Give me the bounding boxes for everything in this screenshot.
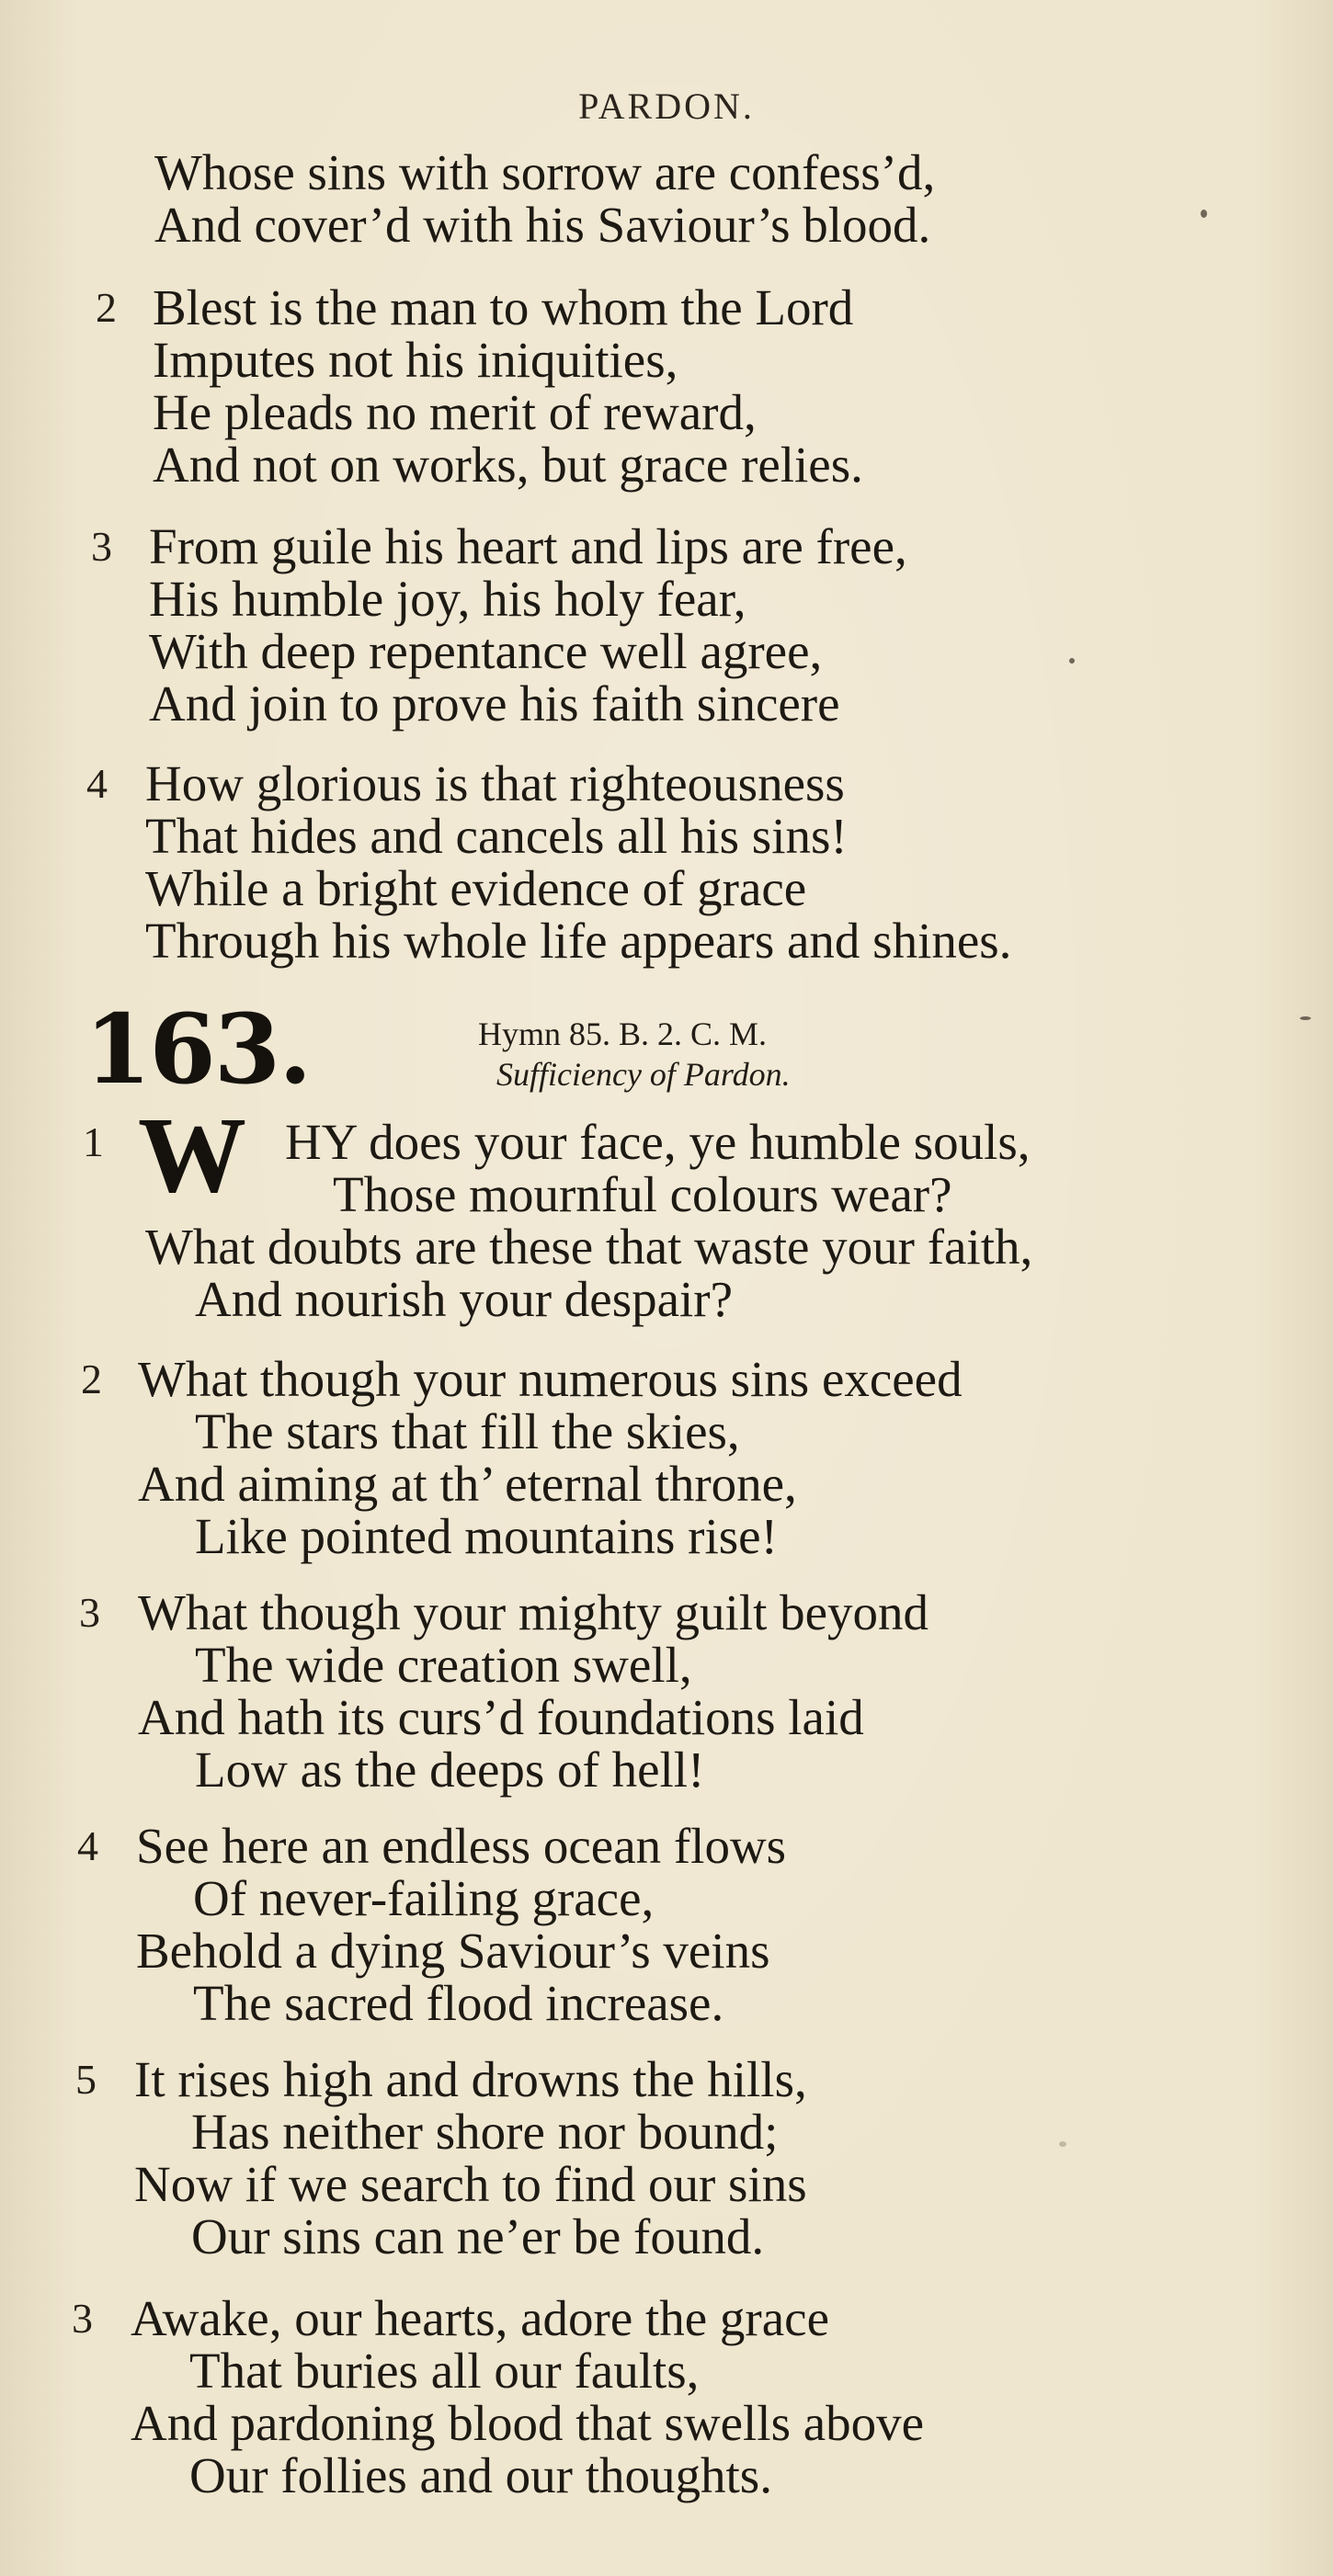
verse-number: 2 [96, 284, 117, 331]
verse-number: 3 [79, 1589, 100, 1636]
print-speck [1201, 210, 1207, 218]
verse-line: It rises high and drowns the hills, [134, 2051, 807, 2107]
verse-line: HY does your face, ye humble souls, [285, 1114, 1031, 1170]
verse-line: The stars that fill the skies, [195, 1403, 740, 1459]
verse-line: From guile his heart and lips are free, [149, 518, 907, 574]
verse-line: With deep repentance well agree, [149, 623, 823, 679]
verse-line: And cover’d with his Saviour’s blood. [154, 197, 931, 253]
verse-line: His humble joy, his holy fear, [149, 571, 746, 627]
verse-line: Like pointed mountains rise! [195, 1508, 778, 1564]
verse-line: Has neither shore nor bound; [191, 2104, 779, 2160]
verse-line: Imputes not his iniquities, [153, 332, 678, 388]
hymn-meter: Hymn 85. B. 2. C. M. [478, 1016, 768, 1052]
verse-line: While a bright evidence of grace [145, 860, 807, 916]
print-speck [1059, 2141, 1066, 2147]
verse-line: That buries all our faults, [189, 2343, 700, 2399]
verse-line: Now if we search to find our sins [134, 2156, 807, 2212]
verse-number: 1 [83, 1118, 104, 1165]
verse-line: What though your numerous sins exceed [138, 1351, 963, 1407]
verse-line: See here an endless ocean flows [136, 1818, 787, 1874]
verse-line: And pardoning blood that swells above [131, 2395, 925, 2451]
verse-line: And aiming at th’ eternal throne, [138, 1456, 797, 1512]
verse-line: Through his whole life appears and shines. [145, 913, 1012, 969]
verse-line: Our follies and our thoughts. [189, 2447, 772, 2503]
verse-line: Behold a dying Saviour’s veins [136, 1923, 770, 1979]
verse-line: Those mournful colours wear? [333, 1166, 952, 1222]
verse-number: 3 [72, 2295, 93, 2342]
verse-line: And nourish your despair? [195, 1271, 734, 1327]
verse-line: Of never-failing grace, [193, 1870, 655, 1926]
verse-line: Blest is the man to whom the Lord [153, 279, 854, 335]
verse-number: 3 [91, 523, 112, 570]
print-speck [1300, 1016, 1311, 1020]
verse-line: Whose sins with sorrow are confess’d, [154, 144, 936, 200]
verse-line: The wide creation swell, [195, 1637, 692, 1693]
verse-line: Our sins can ne’er be found. [191, 2208, 765, 2264]
verse-line: Low as the deeps of hell! [195, 1742, 705, 1798]
verse-number: 4 [77, 1822, 98, 1869]
print-speck [1069, 658, 1075, 664]
verse-number: 4 [86, 760, 108, 807]
hymn-subtitle: Sufficiency of Pardon. [496, 1056, 791, 1093]
verse-line: And hath its curs’d foundations laid [138, 1689, 864, 1745]
verse-line: That hides and cancels all his sins! [145, 808, 848, 864]
verse-line: And not on works, but grace relies. [153, 437, 863, 493]
verse-line: Awake, our hearts, adore the grace [131, 2290, 829, 2346]
hymn-number: 163. [85, 993, 311, 1106]
verse-line: What though your mighty guilt beyond [138, 1584, 929, 1640]
verse-line: How glorious is that righteousness [145, 755, 845, 811]
drop-cap: W [138, 1095, 246, 1215]
verse-number: 2 [81, 1356, 102, 1402]
verse-number: 5 [75, 2056, 97, 2103]
running-title: PARDON. [578, 85, 755, 127]
verse-line: The sacred flood increase. [193, 1975, 724, 2031]
verse-line: What doubts are these that waste your faith, [145, 1219, 1033, 1275]
verse-line: He pleads no merit of reward, [153, 384, 757, 440]
verse-line: And join to prove his faith sincere [149, 675, 840, 732]
